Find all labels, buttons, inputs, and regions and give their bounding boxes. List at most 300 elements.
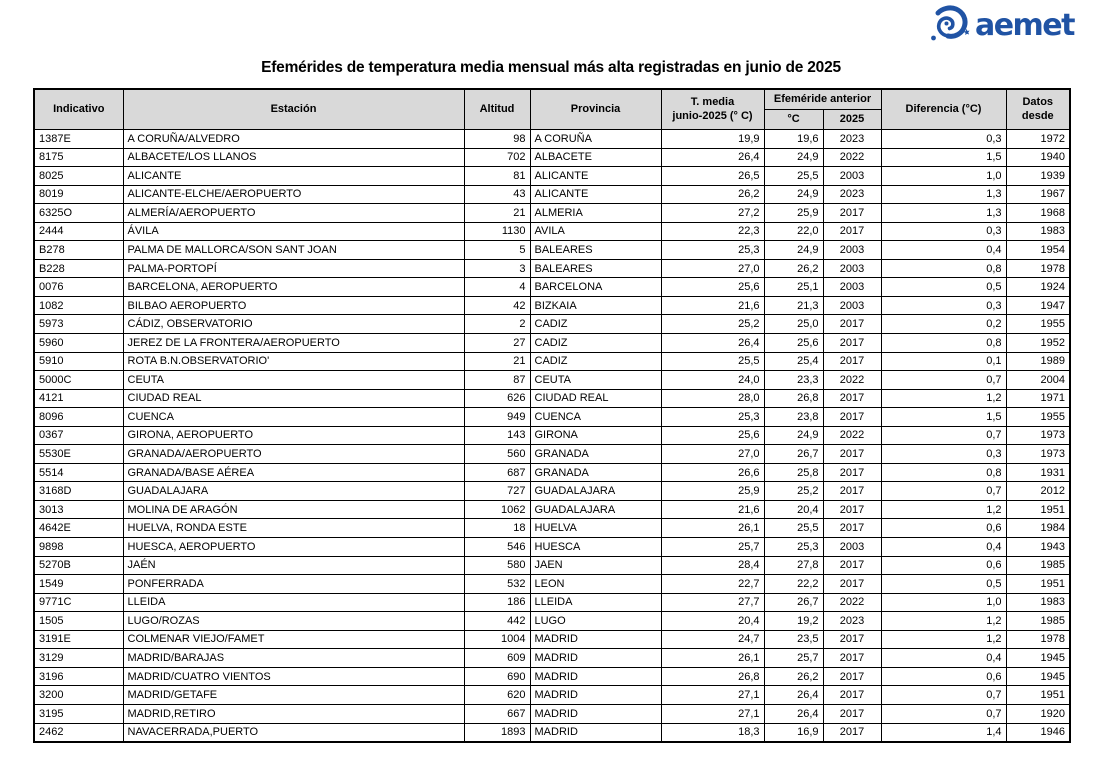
table-cell: 2462 — [34, 723, 123, 742]
table-cell: 1972 — [1006, 130, 1070, 149]
table-cell: 24,9 — [764, 426, 823, 445]
table-cell: 0,3 — [881, 130, 1006, 149]
table-cell: 26,2 — [661, 185, 764, 204]
table-row — [34, 204, 1070, 223]
header-efemeride-anterior: Efeméride anterior — [764, 89, 881, 110]
table-cell: 1989 — [1006, 352, 1070, 371]
table-cell: 1945 — [1006, 649, 1070, 668]
table-cell: 21,3 — [764, 296, 823, 315]
table-cell: 3200 — [34, 686, 123, 705]
table-cell: 0,7 — [881, 371, 1006, 390]
table-cell: 24,7 — [661, 630, 764, 649]
table-cell: 27,0 — [661, 445, 764, 464]
table-cell: 1973 — [1006, 426, 1070, 445]
aemet-brand-text: aemet — [974, 7, 1074, 43]
table-cell: 16,9 — [764, 723, 823, 742]
header-diferencia: Diferencia (°C) — [881, 89, 1006, 130]
table-cell: 20,4 — [764, 500, 823, 519]
table-cell: 2017 — [823, 408, 881, 427]
table-cell: 1,4 — [881, 723, 1006, 742]
table-cell: 2017 — [823, 723, 881, 742]
table-cell: 4 — [464, 278, 530, 297]
table-cell: 620 — [464, 686, 530, 705]
table-cell: A CORUÑA/ALVEDRO — [123, 130, 464, 149]
table-cell: 3129 — [34, 649, 123, 668]
table-cell: MADRID — [530, 704, 661, 723]
table-cell: CUENCA — [530, 408, 661, 427]
table-cell: 626 — [464, 389, 530, 408]
table-cell: 26,1 — [661, 519, 764, 538]
table-row — [34, 167, 1070, 186]
header-t-media-line1: T. media — [690, 95, 735, 108]
header-estacion: Estación — [123, 89, 464, 130]
table-cell: 21 — [464, 352, 530, 371]
table-cell: 0,7 — [881, 704, 1006, 723]
header-datos-desde — [1006, 89, 1070, 130]
table-cell: ALMERIA — [530, 204, 661, 223]
page-title: Efemérides de temperatura media mensual más alta registradas en junio de 2025 — [261, 59, 841, 76]
table-cell: 0,2 — [881, 315, 1006, 334]
table-cell: GRANADA — [530, 463, 661, 482]
table-cell: BARCELONA — [530, 278, 661, 297]
table-cell: 24,9 — [764, 148, 823, 167]
table-cell: 0,4 — [881, 241, 1006, 260]
table-row — [34, 408, 1070, 427]
table-cell: CIUDAD REAL — [123, 389, 464, 408]
table-cell: 2022 — [823, 148, 881, 167]
table-cell: 1973 — [1006, 445, 1070, 464]
table-cell: 25,8 — [764, 463, 823, 482]
table-row — [34, 667, 1070, 686]
table-cell: 26,4 — [764, 704, 823, 723]
table-cell: 0,5 — [881, 575, 1006, 594]
table-cell: B278 — [34, 241, 123, 260]
table-cell: 25,3 — [764, 538, 823, 557]
table-row — [34, 185, 1070, 204]
header-efemeride-year: 2025 — [823, 110, 881, 130]
table-cell: 26,5 — [661, 167, 764, 186]
table-cell: 5270B — [34, 556, 123, 575]
header-indicativo: Indicativo — [34, 89, 123, 130]
table-cell: 687 — [464, 463, 530, 482]
header-altitud: Altitud — [464, 89, 530, 130]
table-cell: CEUTA — [530, 371, 661, 390]
table-cell: 0,4 — [881, 538, 1006, 557]
table-row — [34, 500, 1070, 519]
table-cell: GRANADA — [530, 445, 661, 464]
aemet-swirl-icon — [928, 5, 970, 50]
table-cell: 2017 — [823, 686, 881, 705]
table-cell: BILBAO AEROPUERTO — [123, 296, 464, 315]
table-cell: 1951 — [1006, 575, 1070, 594]
aemet-logo — [928, 5, 1074, 50]
table-cell: 0,8 — [881, 463, 1006, 482]
table-row — [34, 704, 1070, 723]
table-cell: 2022 — [823, 593, 881, 612]
table-cell: GIRONA — [530, 426, 661, 445]
table-cell: BALEARES — [530, 241, 661, 260]
table-cell: 24,0 — [661, 371, 764, 390]
table-cell: 26,7 — [764, 593, 823, 612]
table-cell: 1985 — [1006, 556, 1070, 575]
table-row — [34, 686, 1070, 705]
table-cell: JEREZ DE LA FRONTERA/AEROPUERTO — [123, 334, 464, 353]
table-cell: 6325O — [34, 204, 123, 223]
table-cell: 2003 — [823, 259, 881, 278]
table-cell: 1549 — [34, 575, 123, 594]
table-cell: CÁDIZ, OBSERVATORIO — [123, 315, 464, 334]
table-cell: 0,7 — [881, 426, 1006, 445]
table-cell: 1062 — [464, 500, 530, 519]
table-row — [34, 649, 1070, 668]
table-cell: 18,3 — [661, 723, 764, 742]
table-cell: ALICANTE — [530, 185, 661, 204]
table-cell: 1387E — [34, 130, 123, 149]
table-cell: ALICANTE — [530, 167, 661, 186]
table-cell: BIZKAIA — [530, 296, 661, 315]
records-table — [33, 88, 1071, 743]
table-cell: 0076 — [34, 278, 123, 297]
table-cell: 949 — [464, 408, 530, 427]
table-cell: 5960 — [34, 334, 123, 353]
table-cell: 1130 — [464, 222, 530, 241]
table-cell: CADIZ — [530, 315, 661, 334]
table-cell: 1951 — [1006, 686, 1070, 705]
table-cell: 5530E — [34, 445, 123, 464]
table-cell: 19,2 — [764, 612, 823, 631]
table-cell: 25,7 — [661, 538, 764, 557]
table-cell: 1943 — [1006, 538, 1070, 557]
table-cell: 1,2 — [881, 630, 1006, 649]
table-cell: 2022 — [823, 426, 881, 445]
table-cell: 1,5 — [881, 148, 1006, 167]
table-row — [34, 130, 1070, 149]
table-cell: 1920 — [1006, 704, 1070, 723]
table-cell: 0,1 — [881, 352, 1006, 371]
table-cell: 1,2 — [881, 389, 1006, 408]
table-cell: 1955 — [1006, 315, 1070, 334]
table-row — [34, 148, 1070, 167]
table-cell: CEUTA — [123, 371, 464, 390]
table-cell: MADRID,RETIRO — [123, 704, 464, 723]
table-cell: 24,9 — [764, 241, 823, 260]
table-cell: 2444 — [34, 222, 123, 241]
table-cell: 1,5 — [881, 408, 1006, 427]
table-cell: 8175 — [34, 148, 123, 167]
table-row — [34, 723, 1070, 742]
table-row — [34, 575, 1070, 594]
table-cell: 0,3 — [881, 296, 1006, 315]
table-cell: 4642E — [34, 519, 123, 538]
table-row — [34, 278, 1070, 297]
table-cell: 702 — [464, 148, 530, 167]
table-cell: 1947 — [1006, 296, 1070, 315]
table-cell: 2 — [464, 315, 530, 334]
table-cell: 1985 — [1006, 612, 1070, 631]
table-cell: 5973 — [34, 315, 123, 334]
table-cell: ALBACETE/LOS LLANOS — [123, 148, 464, 167]
table-cell: 5000C — [34, 371, 123, 390]
table-cell: 690 — [464, 667, 530, 686]
table-cell: MADRID/BARAJAS — [123, 649, 464, 668]
table-cell: 1955 — [1006, 408, 1070, 427]
table-cell: 25,3 — [661, 408, 764, 427]
table-cell: 25,0 — [764, 315, 823, 334]
table-cell: 1,2 — [881, 612, 1006, 631]
table-cell: 3196 — [34, 667, 123, 686]
table-cell: ALICANTE — [123, 167, 464, 186]
table-cell: 25,5 — [661, 352, 764, 371]
table-cell: 1971 — [1006, 389, 1070, 408]
table-cell: AVILA — [530, 222, 661, 241]
table-cell: GRANADA/AEROPUERTO — [123, 445, 464, 464]
header-efemeride-celsius: °C — [764, 110, 823, 130]
table-row — [34, 482, 1070, 501]
table-cell: 0,3 — [881, 222, 1006, 241]
table-row — [34, 334, 1070, 353]
table-cell: 0,6 — [881, 519, 1006, 538]
table-cell: 0,7 — [881, 482, 1006, 501]
table-cell: 667 — [464, 704, 530, 723]
table-cell: 98 — [464, 130, 530, 149]
table-cell: 23,5 — [764, 630, 823, 649]
table-cell: 2017 — [823, 630, 881, 649]
table-cell: 24,9 — [764, 185, 823, 204]
table-cell: 1893 — [464, 723, 530, 742]
table-cell: 81 — [464, 167, 530, 186]
table-cell: 26,8 — [661, 667, 764, 686]
table-cell: NAVACERRADA,PUERTO — [123, 723, 464, 742]
table-cell: 2017 — [823, 704, 881, 723]
table-cell: 27,1 — [661, 704, 764, 723]
table-cell: 25,5 — [764, 167, 823, 186]
table-header — [34, 89, 1070, 130]
table-cell: GUADALAJARA — [530, 500, 661, 519]
table-cell: LEON — [530, 575, 661, 594]
table-cell: 2023 — [823, 185, 881, 204]
table-cell: HUESCA — [530, 538, 661, 557]
table-cell: 21,6 — [661, 500, 764, 519]
table-cell: MADRID — [530, 723, 661, 742]
table-row — [34, 241, 1070, 260]
table-cell: 26,8 — [764, 389, 823, 408]
table-cell: 8019 — [34, 185, 123, 204]
table-cell: 3168D — [34, 482, 123, 501]
table-cell: MADRID/GETAFE — [123, 686, 464, 705]
table-cell: ALICANTE-ELCHE/AEROPUERTO — [123, 185, 464, 204]
table-cell: 18 — [464, 519, 530, 538]
table-cell: 2003 — [823, 278, 881, 297]
table-cell: 1945 — [1006, 667, 1070, 686]
table-cell: HUELVA, RONDA ESTE — [123, 519, 464, 538]
header-provincia: Provincia — [530, 89, 661, 130]
table-row — [34, 371, 1070, 390]
table-cell: 1,3 — [881, 185, 1006, 204]
table-cell: 25,6 — [764, 334, 823, 353]
table-cell: 3 — [464, 259, 530, 278]
table-cell: LUGO — [530, 612, 661, 631]
table-cell: 2003 — [823, 296, 881, 315]
table-cell: HUESCA, AEROPUERTO — [123, 538, 464, 557]
table-cell: 2017 — [823, 649, 881, 668]
table-cell: 1954 — [1006, 241, 1070, 260]
table-cell: A CORUÑA — [530, 130, 661, 149]
table-row — [34, 222, 1070, 241]
table-cell: 1,2 — [881, 500, 1006, 519]
table-cell: 0,3 — [881, 445, 1006, 464]
table-cell: PONFERRADA — [123, 575, 464, 594]
table-cell: MADRID/CUATRO VIENTOS — [123, 667, 464, 686]
table-cell: 27,7 — [661, 593, 764, 612]
table-cell: 22,0 — [764, 222, 823, 241]
table-cell: 5514 — [34, 463, 123, 482]
table-cell: PALMA DE MALLORCA/SON SANT JOAN — [123, 241, 464, 260]
table-cell: 143 — [464, 426, 530, 445]
table-cell: 25,5 — [764, 519, 823, 538]
table-cell: 1924 — [1006, 278, 1070, 297]
table-cell: 2003 — [823, 167, 881, 186]
table-cell: 4121 — [34, 389, 123, 408]
table-cell: 20,4 — [661, 612, 764, 631]
table-cell: 1505 — [34, 612, 123, 631]
table-cell: 1931 — [1006, 463, 1070, 482]
table-cell: 1952 — [1006, 334, 1070, 353]
table-cell: 2017 — [823, 500, 881, 519]
table-cell: 25,6 — [661, 426, 764, 445]
table-cell: MOLINA DE ARAGÓN — [123, 500, 464, 519]
table-cell: 25,9 — [764, 204, 823, 223]
table-row — [34, 259, 1070, 278]
table-cell: 22,2 — [764, 575, 823, 594]
table-row — [34, 519, 1070, 538]
table-cell: 42 — [464, 296, 530, 315]
table-cell: 1968 — [1006, 204, 1070, 223]
table-cell: 2023 — [823, 612, 881, 631]
header-t-media-line2: junio-2025 (° C) — [672, 109, 753, 122]
table-cell: 1940 — [1006, 148, 1070, 167]
table-row — [34, 593, 1070, 612]
table-cell: 3191E — [34, 630, 123, 649]
table-cell: 0,6 — [881, 667, 1006, 686]
table-cell: 25,9 — [661, 482, 764, 501]
table-cell: 2022 — [823, 371, 881, 390]
table-cell: 1967 — [1006, 185, 1070, 204]
table-cell: JAEN — [530, 556, 661, 575]
table-cell: HUELVA — [530, 519, 661, 538]
table-cell: 186 — [464, 593, 530, 612]
table-cell: 1939 — [1006, 167, 1070, 186]
table-cell: 2023 — [823, 130, 881, 149]
table-row — [34, 630, 1070, 649]
table-cell: 25,6 — [661, 278, 764, 297]
table-row — [34, 556, 1070, 575]
table-cell: LUGO/ROZAS — [123, 612, 464, 631]
table-cell: 0,7 — [881, 686, 1006, 705]
table-cell: 1984 — [1006, 519, 1070, 538]
table-cell: 28,0 — [661, 389, 764, 408]
table-cell: 0367 — [34, 426, 123, 445]
table-row — [34, 389, 1070, 408]
table-cell: 0,6 — [881, 556, 1006, 575]
table-row — [34, 463, 1070, 482]
table-cell: 21 — [464, 204, 530, 223]
table-cell: B228 — [34, 259, 123, 278]
table-cell: 25,2 — [764, 482, 823, 501]
table-cell: 1,0 — [881, 167, 1006, 186]
table-cell: 26,2 — [764, 667, 823, 686]
table-cell: 26,7 — [764, 445, 823, 464]
table-cell: 0,8 — [881, 334, 1006, 353]
header-datos-line1: Datos — [1022, 95, 1054, 108]
table-cell: JAÉN — [123, 556, 464, 575]
table-cell: ÁVILA — [123, 222, 464, 241]
table-cell: ROTA B.N.OBSERVATORIO' — [123, 352, 464, 371]
table-cell: MADRID — [530, 686, 661, 705]
table-row — [34, 352, 1070, 371]
table-cell: 22,3 — [661, 222, 764, 241]
table-cell: GUADALAJARA — [530, 482, 661, 501]
table-cell: BARCELONA, AEROPUERTO — [123, 278, 464, 297]
table-cell: 546 — [464, 538, 530, 557]
table-cell: 9898 — [34, 538, 123, 557]
table-cell: 9771C — [34, 593, 123, 612]
table-cell: 560 — [464, 445, 530, 464]
table-cell: 23,3 — [764, 371, 823, 390]
table-cell: 28,4 — [661, 556, 764, 575]
table-cell: 1983 — [1006, 593, 1070, 612]
table-cell: 2017 — [823, 667, 881, 686]
table-row — [34, 445, 1070, 464]
table-cell: 26,4 — [661, 148, 764, 167]
table-cell: CIUDAD REAL — [530, 389, 661, 408]
table-row — [34, 315, 1070, 334]
table-cell: 25,4 — [764, 352, 823, 371]
table-cell: 1978 — [1006, 630, 1070, 649]
table-cell: 43 — [464, 185, 530, 204]
table-cell: LLEIDA — [530, 593, 661, 612]
table-cell: CADIZ — [530, 334, 661, 353]
table-cell: GIRONA, AEROPUERTO — [123, 426, 464, 445]
table-cell: 1951 — [1006, 500, 1070, 519]
table-cell: 1004 — [464, 630, 530, 649]
table-cell: LLEIDA — [123, 593, 464, 612]
table-cell: 26,2 — [764, 259, 823, 278]
table-cell: 2017 — [823, 519, 881, 538]
table-cell: 3013 — [34, 500, 123, 519]
table-cell: CUENCA — [123, 408, 464, 427]
table-cell: MADRID — [530, 630, 661, 649]
table-cell: 2017 — [823, 575, 881, 594]
table-cell: 23,8 — [764, 408, 823, 427]
table-cell: MADRID — [530, 667, 661, 686]
table-cell: 26,6 — [661, 463, 764, 482]
table-cell: 5 — [464, 241, 530, 260]
table-cell: 2017 — [823, 352, 881, 371]
table-cell: 27,0 — [661, 259, 764, 278]
table-cell: 0,8 — [881, 259, 1006, 278]
table-cell: 0,5 — [881, 278, 1006, 297]
table-cell: 26,1 — [661, 649, 764, 668]
table-cell: 27 — [464, 334, 530, 353]
table-cell: 26,4 — [661, 334, 764, 353]
table-cell: PALMA-PORTOPÍ — [123, 259, 464, 278]
table-cell: 2017 — [823, 556, 881, 575]
table-cell: 25,2 — [661, 315, 764, 334]
table-cell: 727 — [464, 482, 530, 501]
table-cell: 1983 — [1006, 222, 1070, 241]
table-cell: 1,0 — [881, 593, 1006, 612]
table-cell: GUADALAJARA — [123, 482, 464, 501]
